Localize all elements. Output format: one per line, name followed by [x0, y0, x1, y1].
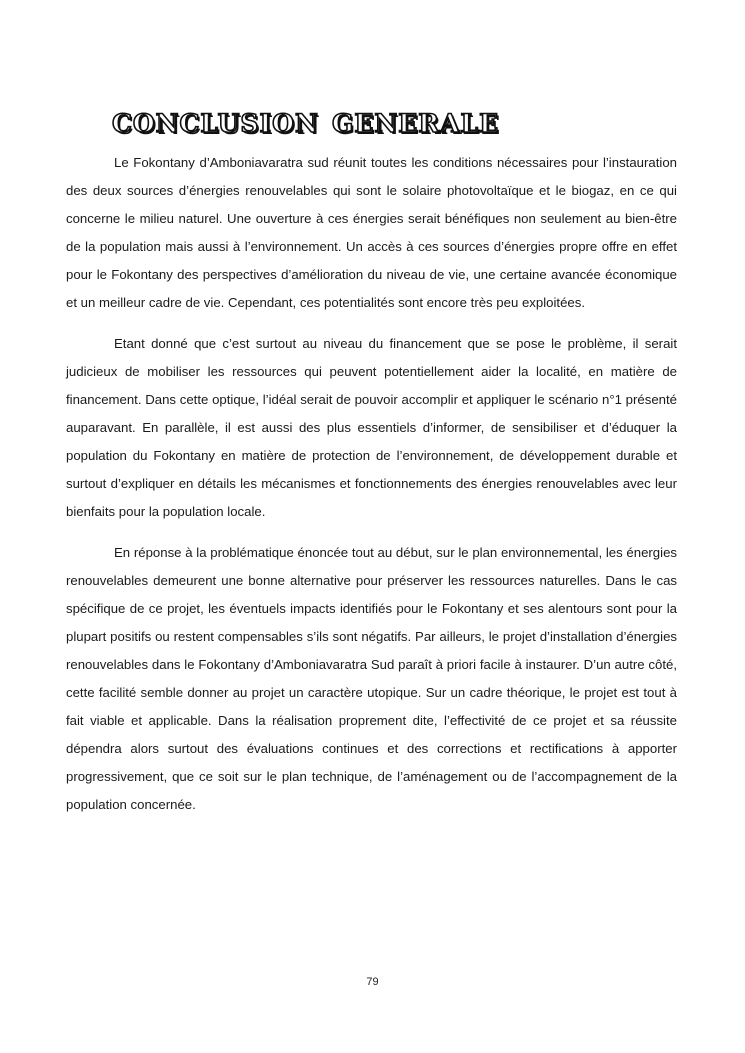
page-number: 79: [366, 976, 379, 988]
page-title: conclusion generale: [112, 100, 500, 141]
paragraph-1: Le Fokontany d’Amboniavaratra sud réunit toutes les conditions nécessaires pour l’instauration des deux sources d’énergies renouvelables qui sont le solaire photovoltaïque et le biogaz, en ce qui concerne le milieu naturel. Une ouverture à ces énergies serait bénéfiques non seulement au bien-être de la population mais aussi à l’environnement. Un accès à ces sources d’énergies propre offre en effet pour le Fokontany des perspectives d’amélioration du niveau de vie, une certaine avancée économique et un meilleur cadre de vie. Cependant, ces potentialités sont encore très peu exploitées.: [66, 155, 677, 310]
paragraph-2: Etant donné que c’est surtout au niveau du financement que se pose le problème, il serait judicieux de mobiliser les ressources qui peuvent potentiellement aider la localité, en matière de financement. Dans cette optique, l’idéal serait de pouvoir accomplir et appliquer le scénario n°1 présenté auparavant. En parallèle, il est aussi des plus essentiels d’informer, de sensibiliser et d’éduquer la population du Fokontany en matière de protection de l’environnement, de développement durable et surtout d’expliquer en détails les mécanismes et fonctionnements des énergies renouvelables avec leur bienfaits pour la population locale.: [66, 336, 677, 519]
body-text: [66, 149, 677, 832]
paragraph-3: En réponse à la problématique énoncée tout au début, sur le plan environnemental, les énergies renouvelables demeurent une bonne alternative pour préserver les ressources naturelles. Dans le cas spécifique de ce projet, les éventuels impacts identifiés pour le Fokontany et ses alentours sont pour la plupart positifs ou restent compensables s’ils sont négatifs. Par ailleurs, le projet d’installation d’énergies renouvelables dans le Fokontany d’Amboniavaratra Sud paraît à priori facile à instaurer. D’un autre côté, cette facilité semble donner au projet un caractère utopique. Sur un cadre théorique, le projet est tout à fait viable et applicable. Dans la réalisation proprement dite, l’effectivité de ce projet et sa réussite dépendra alors surtout des évaluations continues et des corrections et rectifications à apporter progressivement, que ce soit sur le plan technique, de l’aménagement ou de l’accompagnement de la population concernée.: [66, 545, 677, 812]
